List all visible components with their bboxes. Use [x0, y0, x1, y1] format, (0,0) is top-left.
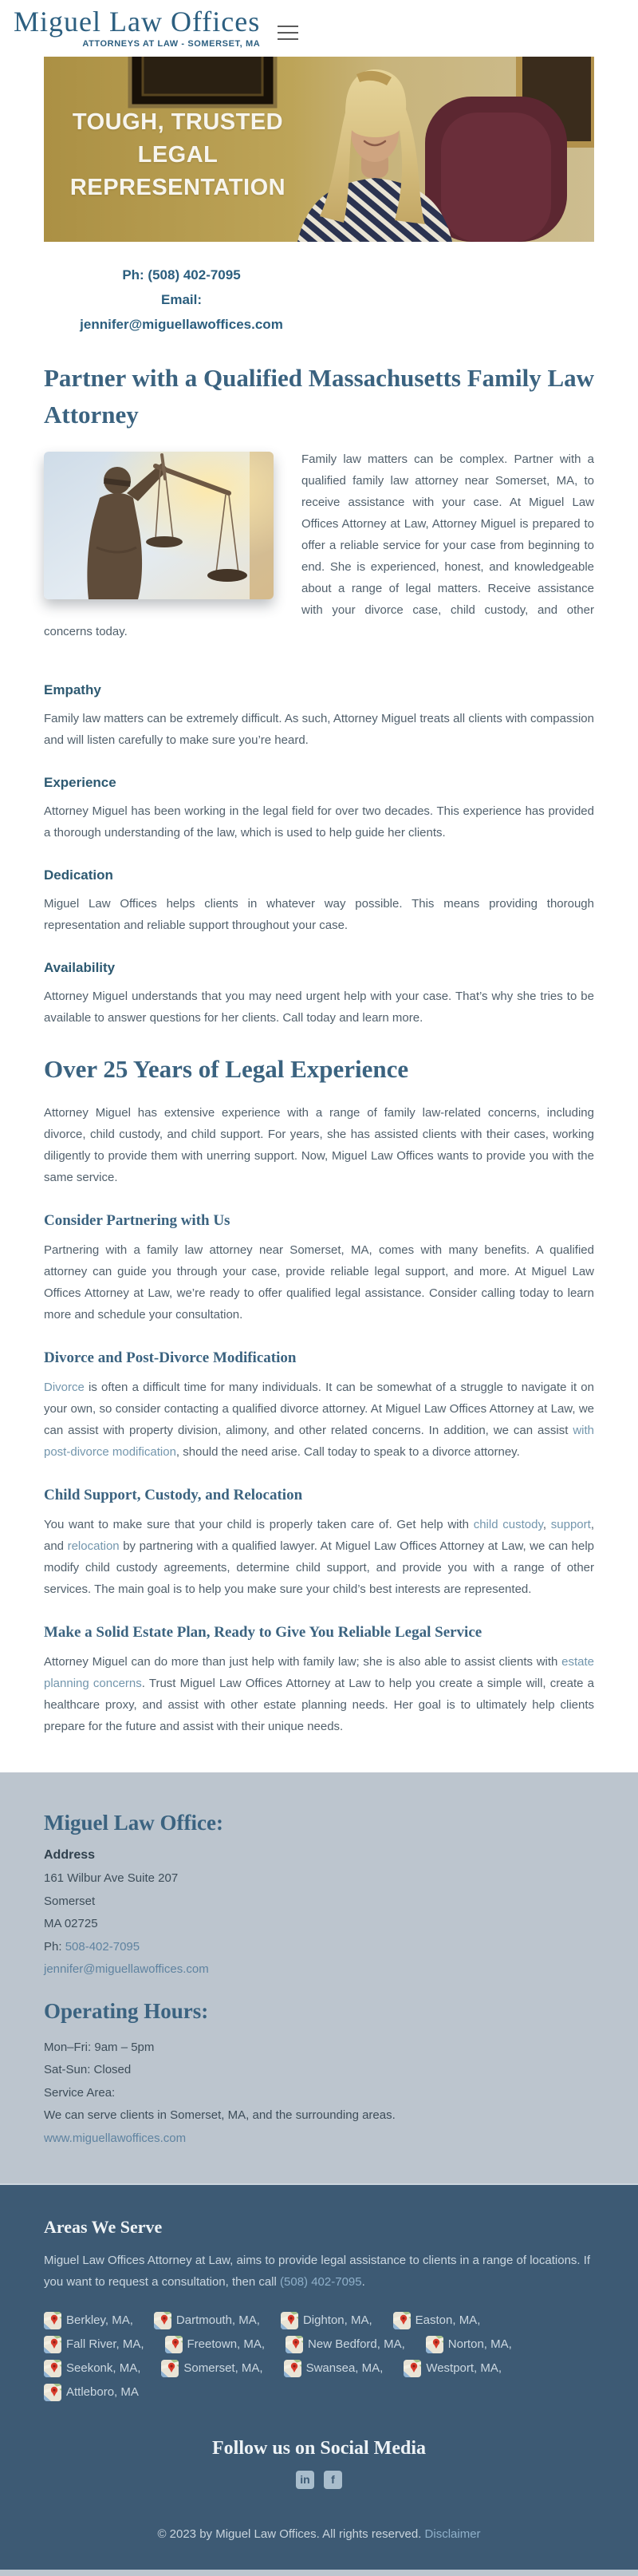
area-item	[44, 2360, 140, 2377]
support-link[interactable]: support	[550, 1518, 591, 1532]
feature-text-experience: Attorney Miguel has been working in the legal field for over two decades. This experience has provided a thorough understanding of the law, which is used to help guide her clients.	[44, 804, 594, 840]
experience-heading: Over 25 Years of Legal Experience	[44, 1054, 409, 1083]
custody-text-2: ,	[542, 1518, 551, 1532]
areas-intro-suffix: .	[361, 2274, 365, 2289]
area-item	[281, 2312, 372, 2329]
office-info-section	[0, 1772, 638, 2185]
bottom-strip	[0, 2570, 638, 2576]
copyright-text: © 2023 by Miguel Law Offices. All rights reserved.	[157, 2527, 425, 2541]
map-pin-icon	[404, 2360, 421, 2377]
estate-text-1: Attorney Miguel can do more than just help with family law; she is also able to assist clients with	[44, 1655, 562, 1669]
hero-line-2: LEGAL	[137, 141, 219, 168]
area-label: Attleboro, MA	[66, 2385, 139, 2400]
area-item	[165, 2336, 266, 2353]
areas-phone-link[interactable]: (508) 402-7095	[280, 2274, 362, 2289]
area-item	[404, 2360, 502, 2377]
custody-paragraph	[44, 1514, 594, 1600]
custody-text-3: , and	[44, 1518, 594, 1554]
area-label: Fall River, MA,	[66, 2337, 144, 2352]
area-label: Dighton, MA,	[302, 2313, 372, 2328]
map-pin-icon	[44, 2360, 61, 2377]
hours-line-2: Sat-Sun: Closed	[44, 2063, 132, 2077]
page-title: Partner with a Qualified Massachusetts Family Law Attorney	[44, 363, 595, 429]
area-item	[393, 2312, 481, 2329]
logo-title: Miguel Law Offices	[14, 6, 261, 38]
partnering-heading: Consider Partnering with Us	[44, 1212, 230, 1230]
hours-heading: Operating Hours:	[44, 1998, 209, 2023]
feature-text-dedication: Miguel Law Offices helps clients in whatever way possible. This means providing thorough representation and reliable support throughout your case.	[44, 896, 594, 932]
feature-title-dedication: Dedication	[44, 867, 113, 883]
contact-block	[44, 263, 319, 338]
area-label: Dartmouth, MA,	[175, 2313, 260, 2328]
hours-line-1: Mon–Fri: 9am – 5pm	[44, 2040, 155, 2054]
feature-title-experience: Experience	[44, 774, 116, 790]
area-label: Easton, MA,	[415, 2313, 481, 2328]
map-pin-icon	[154, 2312, 171, 2329]
custody-heading: Child Support, Custody, and Relocation	[44, 1487, 303, 1504]
facebook-icon[interactable]: f	[324, 2471, 342, 2489]
estate-text-2: . Trust Miguel Law Offices Attorney at Law to help you create a simple will, create a healthcare proxy, and assist with other estate planning needs. Her goal is to ultimately help clients prepare for the future and assist with their unique needs.	[44, 1677, 594, 1734]
divorce-link[interactable]: Divorce	[44, 1381, 85, 1395]
phone-link[interactable]: Ph: (508) 402-7095	[122, 267, 241, 282]
feature-text-availability: Attorney Miguel understands that you may need urgent help with your case. That’s why she tries to be available to answer questions for her clients. Call today and learn more.	[44, 989, 594, 1025]
map-pin-icon	[44, 2336, 61, 2353]
map-pin-icon	[426, 2336, 443, 2353]
office-email-link[interactable]: jennifer@miguellawoffices.com	[44, 1962, 209, 1977]
estate-heading: Make a Solid Estate Plan, Ready to Give You Reliable Legal Service	[44, 1624, 482, 1642]
address-line-2: Somerset	[44, 1894, 96, 1908]
email-label: Email:	[160, 292, 203, 308]
divorce-text-1: is often a difficult time for many individuals. It can be somewhat of a struggle to navigate it on your own, so consider contacting a qualified divorce attorney. At Miguel Law Offices Attorney at Law, we can assist with property division, alimony, and other related concerns. In addition, we can assist	[44, 1381, 594, 1438]
office-heading: Miguel Law Office:	[44, 1811, 223, 1835]
social-heading: Follow us on Social Media	[211, 2437, 427, 2459]
map-pin-icon	[286, 2336, 303, 2353]
map-pin-icon	[161, 2360, 179, 2377]
address-label: Address	[44, 1848, 96, 1863]
area-label: Swansea, MA,	[305, 2361, 384, 2376]
map-pin-icon	[44, 2312, 61, 2329]
areas-intro	[44, 2250, 594, 2293]
area-item	[286, 2336, 405, 2353]
divorce-heading: Divorce and Post-Divorce Modification	[44, 1349, 297, 1367]
hero-banner	[44, 57, 594, 242]
hero-line-3: REPRESENTATION	[69, 174, 286, 200]
custody-text-4: by partnering with a qualified lawyer. At Miguel Law Offices Attorney at Law, we can help modify child custody agreements, determine child support, and provide you with a range of other services. The main goal is to help you make sure your child’s best interests are represented.	[44, 1539, 595, 1597]
estate-planning-link[interactable]: estate planning concerns	[44, 1655, 594, 1691]
areas-list	[44, 2312, 594, 2401]
service-area-text: We can serve clients in Somerset, MA, and the surrounding areas.	[44, 2108, 396, 2123]
area-item	[426, 2336, 512, 2353]
copyright	[44, 2527, 594, 2541]
intro-paragraph: Family law matters can be complex. Partner with a qualified family law attorney near Somerset, MA, to receive assistance with your case. At Miguel Law Offices Attorney at Law, Attorney Miguel is prepared to offer a reliable service for your case from beginning to end. She is experienced, honest, and knowledgeable about a range of legal matters. Receive assistance with your divorce case, child custody, and other concerns today.	[44, 452, 594, 638]
areas-intro-text: Miguel Law Offices Attorney at Law, aims to provide legal assistance to clients in a range of locations. If you want to request a consultation, then call	[44, 2254, 591, 2289]
office-phone-line	[44, 1936, 594, 1959]
area-item	[44, 2312, 133, 2329]
email-link[interactable]: jennifer@miguellawoffices.com	[80, 317, 283, 333]
feature-title-availability: Availability	[44, 959, 116, 975]
address-line-3: MA 02725	[44, 1917, 98, 1931]
main-content	[44, 360, 594, 1738]
map-pin-icon	[165, 2336, 183, 2353]
area-item	[161, 2360, 262, 2377]
disclaimer-link[interactable]: Disclaimer	[424, 2527, 481, 2541]
partnering-paragraph: Partnering with a family law attorney near Somerset, MA, comes with many benefits. A qualified attorney can guide you through your case, provide reliable legal support, and more. At Miguel Law Offices Attorney at Law, we’re ready to offer qualified legal assistance. Consider calling today to learn more and schedule your consultation.	[44, 1243, 594, 1322]
area-label: Seekonk, MA,	[66, 2361, 141, 2376]
post-divorce-modification-link[interactable]: with post-divorce modification	[44, 1424, 594, 1460]
website-link[interactable]: www.miguellawoffices.com	[44, 2131, 187, 2145]
area-item	[44, 2384, 139, 2401]
map-pin-icon	[281, 2312, 298, 2329]
social-links	[44, 2471, 594, 2489]
logo[interactable]	[14, 6, 260, 49]
map-pin-icon	[284, 2360, 301, 2377]
estate-paragraph	[44, 1651, 594, 1737]
area-label: New Bedford, MA,	[308, 2337, 405, 2352]
area-item	[154, 2312, 260, 2329]
experience-paragraph: Attorney Miguel has extensive experience with a range of family law-related concerns, including divorce, child custody, and child support. For years, she has assisted clients with their cases, working diligently to provide them with unerring support. Now, Miguel Law Offices wants to provide you with the same service.	[44, 1106, 594, 1185]
menu-hamburger-icon[interactable]	[276, 19, 300, 46]
service-area-label: Service Area:	[44, 2085, 116, 2100]
area-label: Freetown, MA,	[187, 2337, 266, 2352]
divorce-text-2: , should the need arise. Call today to speak to a divorce attorney.	[175, 1445, 520, 1460]
map-pin-icon	[393, 2312, 411, 2329]
areas-heading: Areas We Serve	[44, 2217, 163, 2238]
map-pin-icon	[44, 2384, 61, 2401]
area-item	[44, 2336, 144, 2353]
area-label: Westport, MA,	[426, 2361, 502, 2376]
relocation-link[interactable]: relocation	[67, 1539, 120, 1554]
hero-headline	[50, 106, 305, 205]
logo-subtitle: ATTORNEYS AT LAW - SOMERSET, MA	[82, 38, 261, 49]
child-custody-link[interactable]: child custody	[473, 1518, 543, 1532]
phone-prefix: Ph:	[44, 1939, 65, 1954]
address-line-1: 161 Wilbur Ave Suite 207	[44, 1871, 179, 1886]
site-header	[0, 0, 638, 57]
area-label: Berkley, MA,	[66, 2313, 133, 2328]
area-label: Somerset, MA,	[183, 2361, 263, 2376]
area-item	[284, 2360, 384, 2377]
feature-title-empathy: Empathy	[44, 682, 101, 697]
divorce-paragraph	[44, 1377, 594, 1463]
office-phone-link[interactable]: 508-402-7095	[65, 1939, 140, 1954]
custody-text-1: You want to make sure that your child is properly taken care of. Get help with	[44, 1518, 474, 1532]
linkedin-icon[interactable]: in	[296, 2471, 314, 2489]
area-label: Norton, MA,	[447, 2337, 512, 2352]
lady-justice-image	[44, 452, 274, 599]
feature-text-empathy: Family law matters can be extremely difficult. As such, Attorney Miguel treats all clients with compassion and will listen carefully to make sure you’re heard.	[44, 711, 594, 747]
hero-line-1: TOUGH, TRUSTED	[72, 109, 284, 135]
site-footer	[0, 2185, 638, 2570]
